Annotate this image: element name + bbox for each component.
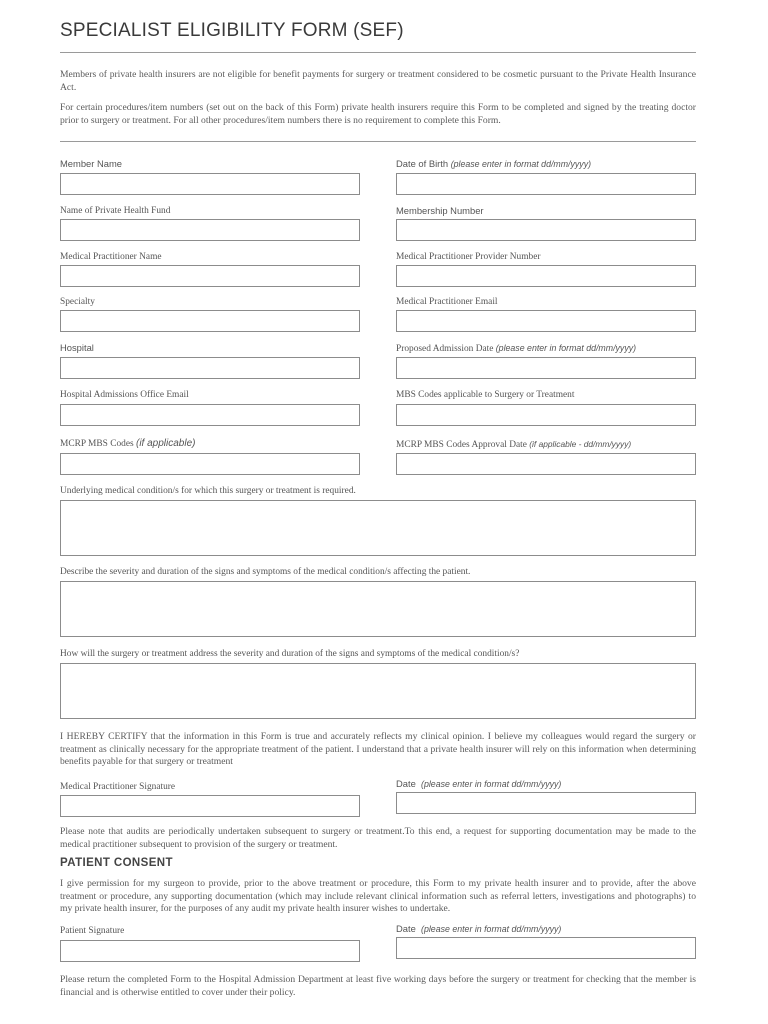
provider-number-field[interactable] — [396, 265, 696, 287]
specialty-field[interactable] — [60, 310, 360, 332]
membership-number-field[interactable] — [396, 219, 696, 241]
practitioner-signature-label: Medical Practitioner Signature — [60, 782, 176, 792]
admission-date-label-text: Proposed Admission Date — [396, 344, 494, 354]
mbs-codes-field[interactable] — [396, 404, 696, 426]
mcrp-approval-date-label-text: MCRP MBS Codes Approval Date — [396, 440, 527, 450]
hospital-label: Hospital — [60, 342, 94, 353]
mcrp-codes-label-text: MCRP MBS Codes — [60, 439, 134, 449]
specialty-label: Specialty — [60, 297, 95, 307]
address-severity-textarea[interactable] — [60, 663, 696, 719]
member-name-field[interactable] — [60, 173, 360, 195]
patient-date-label-text: Date — [396, 923, 416, 934]
underlying-condition-textarea[interactable] — [60, 500, 696, 556]
mcrp-codes-label — [60, 438, 195, 450]
member-name-label: Member Name — [60, 158, 122, 169]
mcrp-approval-hint: (if applicable - dd/mm/yyyy) — [529, 439, 632, 449]
divider — [60, 141, 696, 142]
admission-date-label — [396, 342, 636, 355]
audit-note: Please note that audits are periodically undertaken subsequent to surgery or treatment.To this end, a request for supporting documentation may be made to the medical practitioner subsequent to provision of the surgery or treatment. — [60, 826, 696, 850]
address-severity-label: How will the surgery or treatment address the severity and duration of the signs and symptoms of the medical condition/s? — [60, 649, 520, 659]
health-fund-label: Name of Private Health Fund — [60, 206, 171, 216]
practitioner-date-label — [396, 778, 561, 790]
severity-label: Describe the severity and duration of the signs and symptoms of the medical condition/s affecting the patient. — [60, 567, 471, 577]
practitioner-email-label: Medical Practitioner Email — [396, 297, 498, 307]
membership-number-label: Membership Number — [396, 205, 484, 216]
patient-signature-label: Patient Signature — [60, 926, 125, 936]
consent-text: I give permission for my surgeon to provide, prior to the above treatment or procedure, this Form to my private health insurer and to provide, after the above treatment or procedure, any supporting documentation (which may include relevant clinical information such as referral letters, investigations and photographs) to my private health insurer, for the purposes of any audit my private health insurer wishes to undertake. — [60, 878, 696, 915]
patient-consent-heading: PATIENT CONSENT — [60, 857, 173, 869]
patient-date-hint: (please enter in format dd/mm/yyyy) — [421, 924, 562, 934]
severity-textarea[interactable] — [60, 581, 696, 637]
practitioner-email-field[interactable] — [396, 310, 696, 332]
practitioner-date-field[interactable] — [396, 792, 696, 814]
health-fund-field[interactable] — [60, 219, 360, 241]
mcrp-codes-hint: (if applicable) — [135, 438, 196, 449]
practitioner-date-label-text: Date — [396, 778, 416, 789]
admission-date-hint: (please enter in format dd/mm/yyyy) — [495, 343, 637, 353]
mcrp-codes-field[interactable] — [60, 453, 360, 475]
practitioner-name-field[interactable] — [60, 265, 360, 287]
return-note: Please return the completed Form to the Hospital Admission Department at least five working days before the surgery or treatment for checking that the member is financial and is otherwise entitled to cover under their policy. — [60, 974, 696, 998]
hospital-field[interactable] — [60, 357, 360, 379]
patient-date-label — [396, 923, 561, 935]
dob-field[interactable] — [396, 173, 696, 195]
admissions-email-label: Hospital Admissions Office Email — [60, 390, 189, 400]
intro-paragraph-2: For certain procedures/item numbers (set out on the back of this Form) private health insurers require this Form to be completed and signed by the treating doctor prior to surgery or treatment. For all other procedures/item numbers there is no requirement to complete this Form. — [60, 102, 696, 126]
mcrp-approval-date-field[interactable] — [396, 453, 696, 475]
patient-signature-field[interactable] — [60, 940, 360, 962]
mbs-codes-label: MBS Codes applicable to Surgery or Treatment — [396, 390, 575, 400]
admission-date-field[interactable] — [396, 357, 696, 379]
patient-date-field[interactable] — [396, 937, 696, 959]
practitioner-date-hint: (please enter in format dd/mm/yyyy) — [421, 779, 562, 789]
page-title: SPECIALIST ELIGIBILITY FORM (SEF) — [60, 20, 404, 41]
certification-text: I HEREBY CERTIFY that the information in this Form is true and accurately reflects my clinical opinion. I believe my colleagues would regard the surgery or treatment as clinically necessary for the appropriate treatment of the patient. I understand that a private health insurer will rely on this information when determining benefits payable for that surgery or treatment — [60, 731, 696, 768]
provider-number-label: Medical Practitioner Provider Number — [396, 252, 541, 262]
divider — [60, 52, 696, 53]
dob-label — [396, 158, 591, 170]
dob-hint: (please enter in format dd/mm/yyyy) — [450, 159, 592, 169]
practitioner-signature-field[interactable] — [60, 795, 360, 817]
admissions-email-field[interactable] — [60, 404, 360, 426]
underlying-condition-label: Underlying medical condition/s for which this surgery or treatment is required. — [60, 486, 356, 496]
dob-label-text: Date of Birth — [396, 158, 449, 169]
intro-paragraph-1: Members of private health insurers are not eligible for benefit payments for surgery or treatment considered to be cosmetic pursuant to the Private Health Insurance Act. — [60, 69, 696, 93]
practitioner-name-label: Medical Practitioner Name — [60, 252, 162, 262]
mcrp-approval-date-label — [396, 438, 631, 451]
